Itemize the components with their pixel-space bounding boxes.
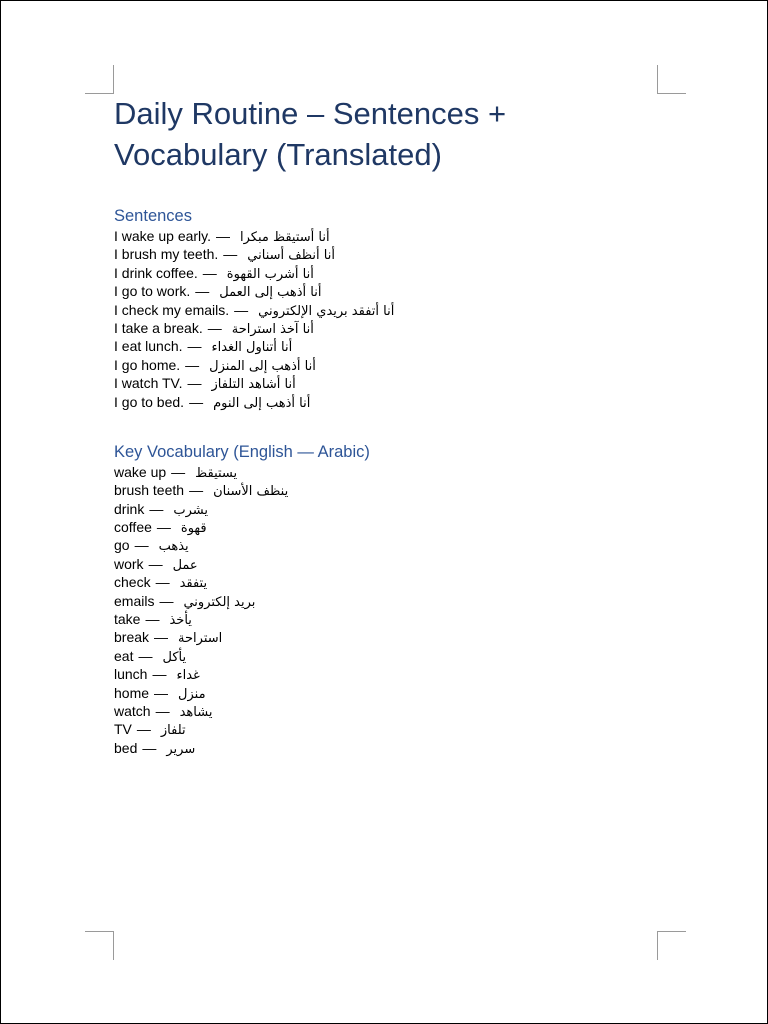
sentence-arabic: أنا أشرب القهوة — [226, 266, 314, 282]
separator-dash: — — [148, 555, 163, 572]
sentence-english: I go to bed. — [114, 393, 185, 410]
vocabulary-english: break — [114, 629, 150, 646]
vocabulary-arabic: سرير — [166, 741, 196, 757]
sentence-english: I wake up early. — [114, 228, 212, 244]
vocabulary-english: watch — [114, 702, 151, 719]
vocabulary-english: take — [114, 611, 141, 628]
separator-dash: — — [152, 666, 167, 683]
separator-dash: — — [134, 537, 149, 554]
separator-dash: — — [149, 500, 164, 517]
sentences-list — [114, 227, 654, 411]
sentence-arabic: أنا أنظف أسناني — [247, 248, 335, 264]
sentence-row — [114, 393, 654, 411]
vocabulary-english: TV — [114, 721, 132, 738]
sentence-arabic: أنا أتناول الغداء — [211, 340, 293, 356]
vocabulary-row — [114, 500, 654, 518]
vocabulary-english: work — [114, 555, 144, 572]
sentence-arabic: أنا أذهب إلى العمل — [219, 285, 322, 301]
vocabulary-row — [114, 684, 654, 702]
sentence-arabic: أنا أذهب إلى المنزل — [209, 358, 316, 374]
crop-mark-bottom-left — [85, 931, 114, 960]
separator-dash: — — [171, 463, 186, 480]
separator-dash: — — [187, 338, 202, 355]
separator-dash: — — [155, 574, 170, 591]
separator-dash: — — [159, 592, 174, 609]
vocabulary-arabic: قهوة — [180, 521, 207, 537]
separator-dash: — — [207, 319, 222, 336]
vocabulary-row — [114, 739, 654, 757]
separator-dash: — — [154, 684, 169, 701]
sentence-english: I drink coffee. — [114, 264, 198, 281]
vocabulary-arabic: يأكل — [162, 649, 187, 665]
vocabulary-row — [114, 536, 654, 554]
sentence-english: I go home. — [114, 356, 181, 373]
separator-dash: — — [202, 264, 217, 281]
sentence-english: I take a break. — [114, 319, 203, 336]
separator-dash: — — [138, 647, 153, 664]
sentence-arabic: أنا أستيقظ مبكرا — [240, 230, 330, 245]
vocabulary-english: brush teeth — [114, 482, 185, 499]
sentence-english: I check my emails. — [114, 301, 230, 318]
crop-mark-bottom-right — [657, 931, 686, 960]
sentence-row — [114, 245, 654, 263]
vocabulary-row — [114, 573, 654, 591]
vocabulary-english: home — [114, 684, 150, 701]
vocabulary-row — [114, 720, 654, 738]
separator-dash: — — [145, 611, 160, 628]
sentence-arabic: أنا أذهب إلى النوم — [213, 395, 311, 411]
document-body — [114, 93, 654, 757]
vocabulary-row — [114, 592, 654, 610]
vocabulary-list — [114, 463, 654, 757]
vocabulary-row — [114, 665, 654, 683]
vocabulary-arabic: يأخذ — [169, 613, 192, 629]
vocabulary-row — [114, 518, 654, 536]
vocabulary-arabic: يشاهد — [179, 704, 213, 720]
crop-mark-top-right — [657, 65, 686, 94]
separator-dash: — — [195, 283, 210, 300]
separator-dash: — — [136, 721, 151, 738]
vocabulary-english: bed — [114, 739, 138, 756]
sentence-english: I eat lunch. — [114, 338, 183, 355]
vocabulary-english: drink — [114, 500, 145, 517]
vocabulary-heading: Key Vocabulary (English — Arabic) — [114, 442, 370, 461]
separator-dash: — — [223, 246, 238, 263]
vocabulary-arabic: غداء — [176, 668, 200, 684]
separator-dash: — — [185, 356, 200, 373]
separator-dash: — — [189, 393, 204, 410]
vocabulary-row — [114, 647, 654, 665]
crop-mark-top-left — [85, 65, 114, 94]
sentence-english: I go to work. — [114, 283, 191, 300]
vocabulary-arabic: يشرب — [173, 502, 208, 518]
sentence-row — [114, 282, 654, 300]
vocabulary-arabic: يتفقد — [179, 576, 208, 592]
vocabulary-english: check — [114, 574, 151, 591]
vocabulary-arabic: تلفاز — [160, 723, 186, 739]
vocabulary-english: coffee — [114, 519, 152, 536]
sentence-row — [114, 319, 654, 337]
sentence-arabic: أنا أشاهد التلفاز — [211, 377, 296, 393]
separator-dash: — — [234, 301, 249, 318]
sentences-heading: Sentences — [114, 207, 192, 225]
vocabulary-arabic: ينظف الأسنان — [213, 484, 289, 500]
sentence-row — [114, 301, 654, 319]
sentence-row — [114, 264, 654, 282]
vocabulary-arabic: يذهب — [158, 539, 189, 555]
vocabulary-row — [114, 463, 654, 481]
document-title: Daily Routine – Sentences + Vocabulary (Translated) — [114, 96, 507, 172]
vocabulary-english: lunch — [114, 666, 148, 683]
vocabulary-english: wake up — [114, 463, 167, 480]
sentence-english: I watch TV. — [114, 375, 183, 392]
vocabulary-arabic: عمل — [172, 557, 198, 573]
vocabulary-arabic: بريد إلكتروني — [183, 594, 256, 610]
sentence-row — [114, 374, 654, 392]
vocabulary-arabic: منزل — [178, 686, 206, 702]
sentence-arabic: أنا أتفقد بريدي الإلكتروني — [258, 303, 395, 319]
vocabulary-row — [114, 481, 654, 499]
separator-dash: — — [189, 482, 204, 499]
sentence-arabic: أنا آخذ استراحة — [231, 321, 314, 337]
vocabulary-row — [114, 702, 654, 720]
sentence-row — [114, 356, 654, 374]
vocabulary-arabic: يستيقظ — [195, 465, 238, 481]
vocabulary-arabic: استراحة — [178, 631, 223, 647]
separator-dash: — — [142, 739, 157, 756]
separator-dash: — — [155, 702, 170, 719]
sentence-english: I brush my teeth. — [114, 246, 219, 263]
vocabulary-row — [114, 555, 654, 573]
vocabulary-english: emails — [114, 592, 155, 609]
separator-dash: — — [187, 375, 202, 392]
separator-dash: — — [156, 519, 171, 536]
vocabulary-row — [114, 628, 654, 646]
vocabulary-english: eat — [114, 647, 134, 664]
separator-dash: — — [154, 629, 169, 646]
separator-dash: — — [216, 228, 231, 244]
vocabulary-english: go — [114, 537, 130, 554]
sentence-row — [114, 227, 654, 245]
sentence-row — [114, 337, 654, 355]
vocabulary-row — [114, 610, 654, 628]
